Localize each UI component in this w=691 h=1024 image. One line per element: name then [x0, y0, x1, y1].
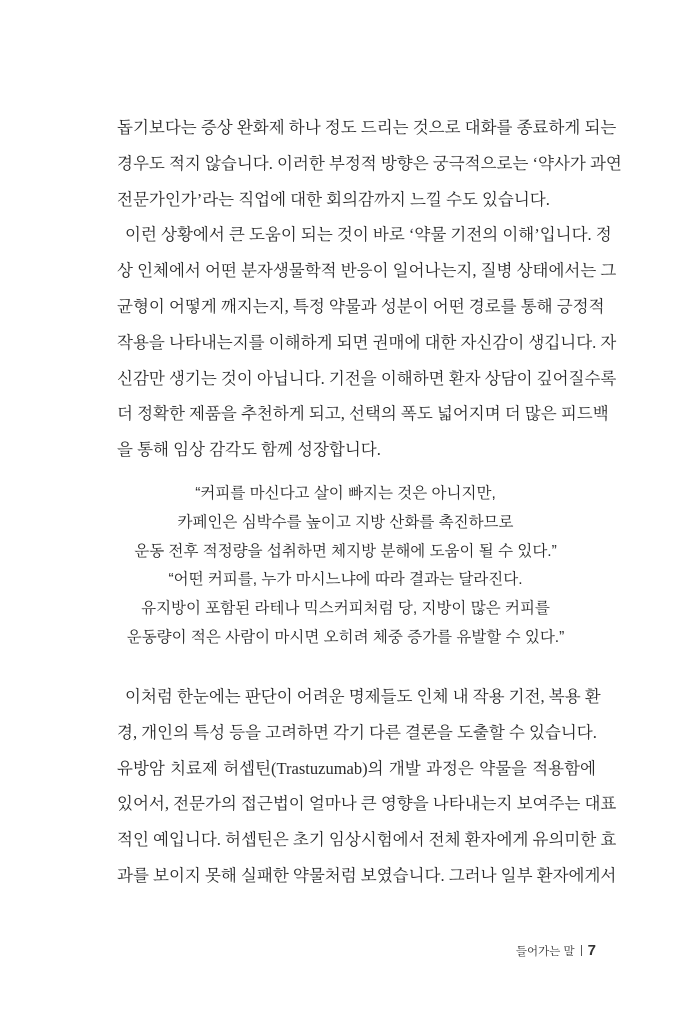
text-line: 경, 개인의 특성 등을 고려하면 각기 다른 결론을 도출할 수 있습니다.: [117, 722, 597, 742]
text-line: 경우도 적지 않습니다. 이러한 부정적 방향은 궁극적으로는 ‘약사가 과연: [117, 153, 622, 173]
text-line: 있어서, 전문가의 접근법이 얼마나 큰 영향을 나타내는지 보여주는 대표: [117, 794, 617, 814]
body-paragraph-2: [117, 679, 617, 894]
text-line: 이런 상황에서 큰 도움이 되는 것이 바로 ‘약물 기전의 이해’입니다. 정: [125, 225, 612, 245]
page-footer: [516, 942, 596, 959]
text-line: 더 정확한 제품을 추천하게 되고, 선택의 폭도 넓어지며 더 많은 피드백: [117, 404, 609, 424]
body-paragraph-1: [117, 110, 622, 468]
text-line: 신감만 생기는 것이 아닙니다. 기전을 이해하면 환자 상담이 깊어질수록: [117, 368, 617, 388]
text-line: 과를 보이지 못해 실패한 약물처럼 보였습니다. 그러나 일부 환자에게서: [117, 865, 617, 885]
text-line: 적인 예입니다. 허셉틴은 초기 임상시험에서 전체 환자에게 유의미한 효: [117, 830, 617, 850]
text-line: 균형이 어떻게 깨지는지, 특정 약물과 성분이 어떤 경로를 통해 긍정적: [117, 296, 605, 316]
text-line: 이처럼 한눈에는 판단이 어려운 명제들도 인체 내 작용 기전, 복용 환: [125, 687, 601, 706]
text-line: 상 인체에서 어떤 분자생물학적 반응이 일어나는지, 질병 상태에서는 그: [117, 261, 617, 281]
quote-line: 운동량이 적은 사람이 마시면 오히려 체중 증가를 유발할 수 있다.”: [126, 628, 565, 646]
text-line: 전문가인가’라는 직업에 대한 회의감까지 느낄 수도 있습니다.: [117, 189, 550, 209]
section-title: 들어가는 말: [515, 945, 575, 958]
quote-line: 유지방이 포함된 라테나 믹스커피처럼 당, 지방이 많은 커피를: [141, 600, 550, 618]
text-line: 작용을 나타내는지를 이해하게 되면 권매에 대한 자신감이 생깁니다. 자: [117, 332, 617, 352]
quote-line: 카페인은 심박수를 높이고 지방 산화를 촉진하므로: [177, 513, 514, 531]
quote-line: “커피를 마신다고 살이 빠지는 것은 아니지만,: [195, 485, 496, 502]
footer-divider: [581, 945, 582, 956]
block-quote: [100, 480, 591, 653]
quote-line: 운동 전후 적정량을 섭취하면 체지방 분해에 도움이 될 수 있다.”: [134, 542, 557, 560]
quote-line: “어떤 커피를, 누가 마시느냐에 따라 결과는 달라진다.: [168, 571, 523, 589]
text-line: 유방암 치료제 허셉틴(Trastuzumab)의 개발 과정은 약물을 적용함에: [117, 758, 596, 778]
page-number: 7: [587, 942, 596, 959]
text-line: 을 통해 임상 감각도 함께 성장합니다.: [117, 440, 381, 460]
text-line: 돕기보다는 증상 완화제 하나 정도 드리는 것으로 대화를 종료하게 되는: [117, 118, 617, 137]
